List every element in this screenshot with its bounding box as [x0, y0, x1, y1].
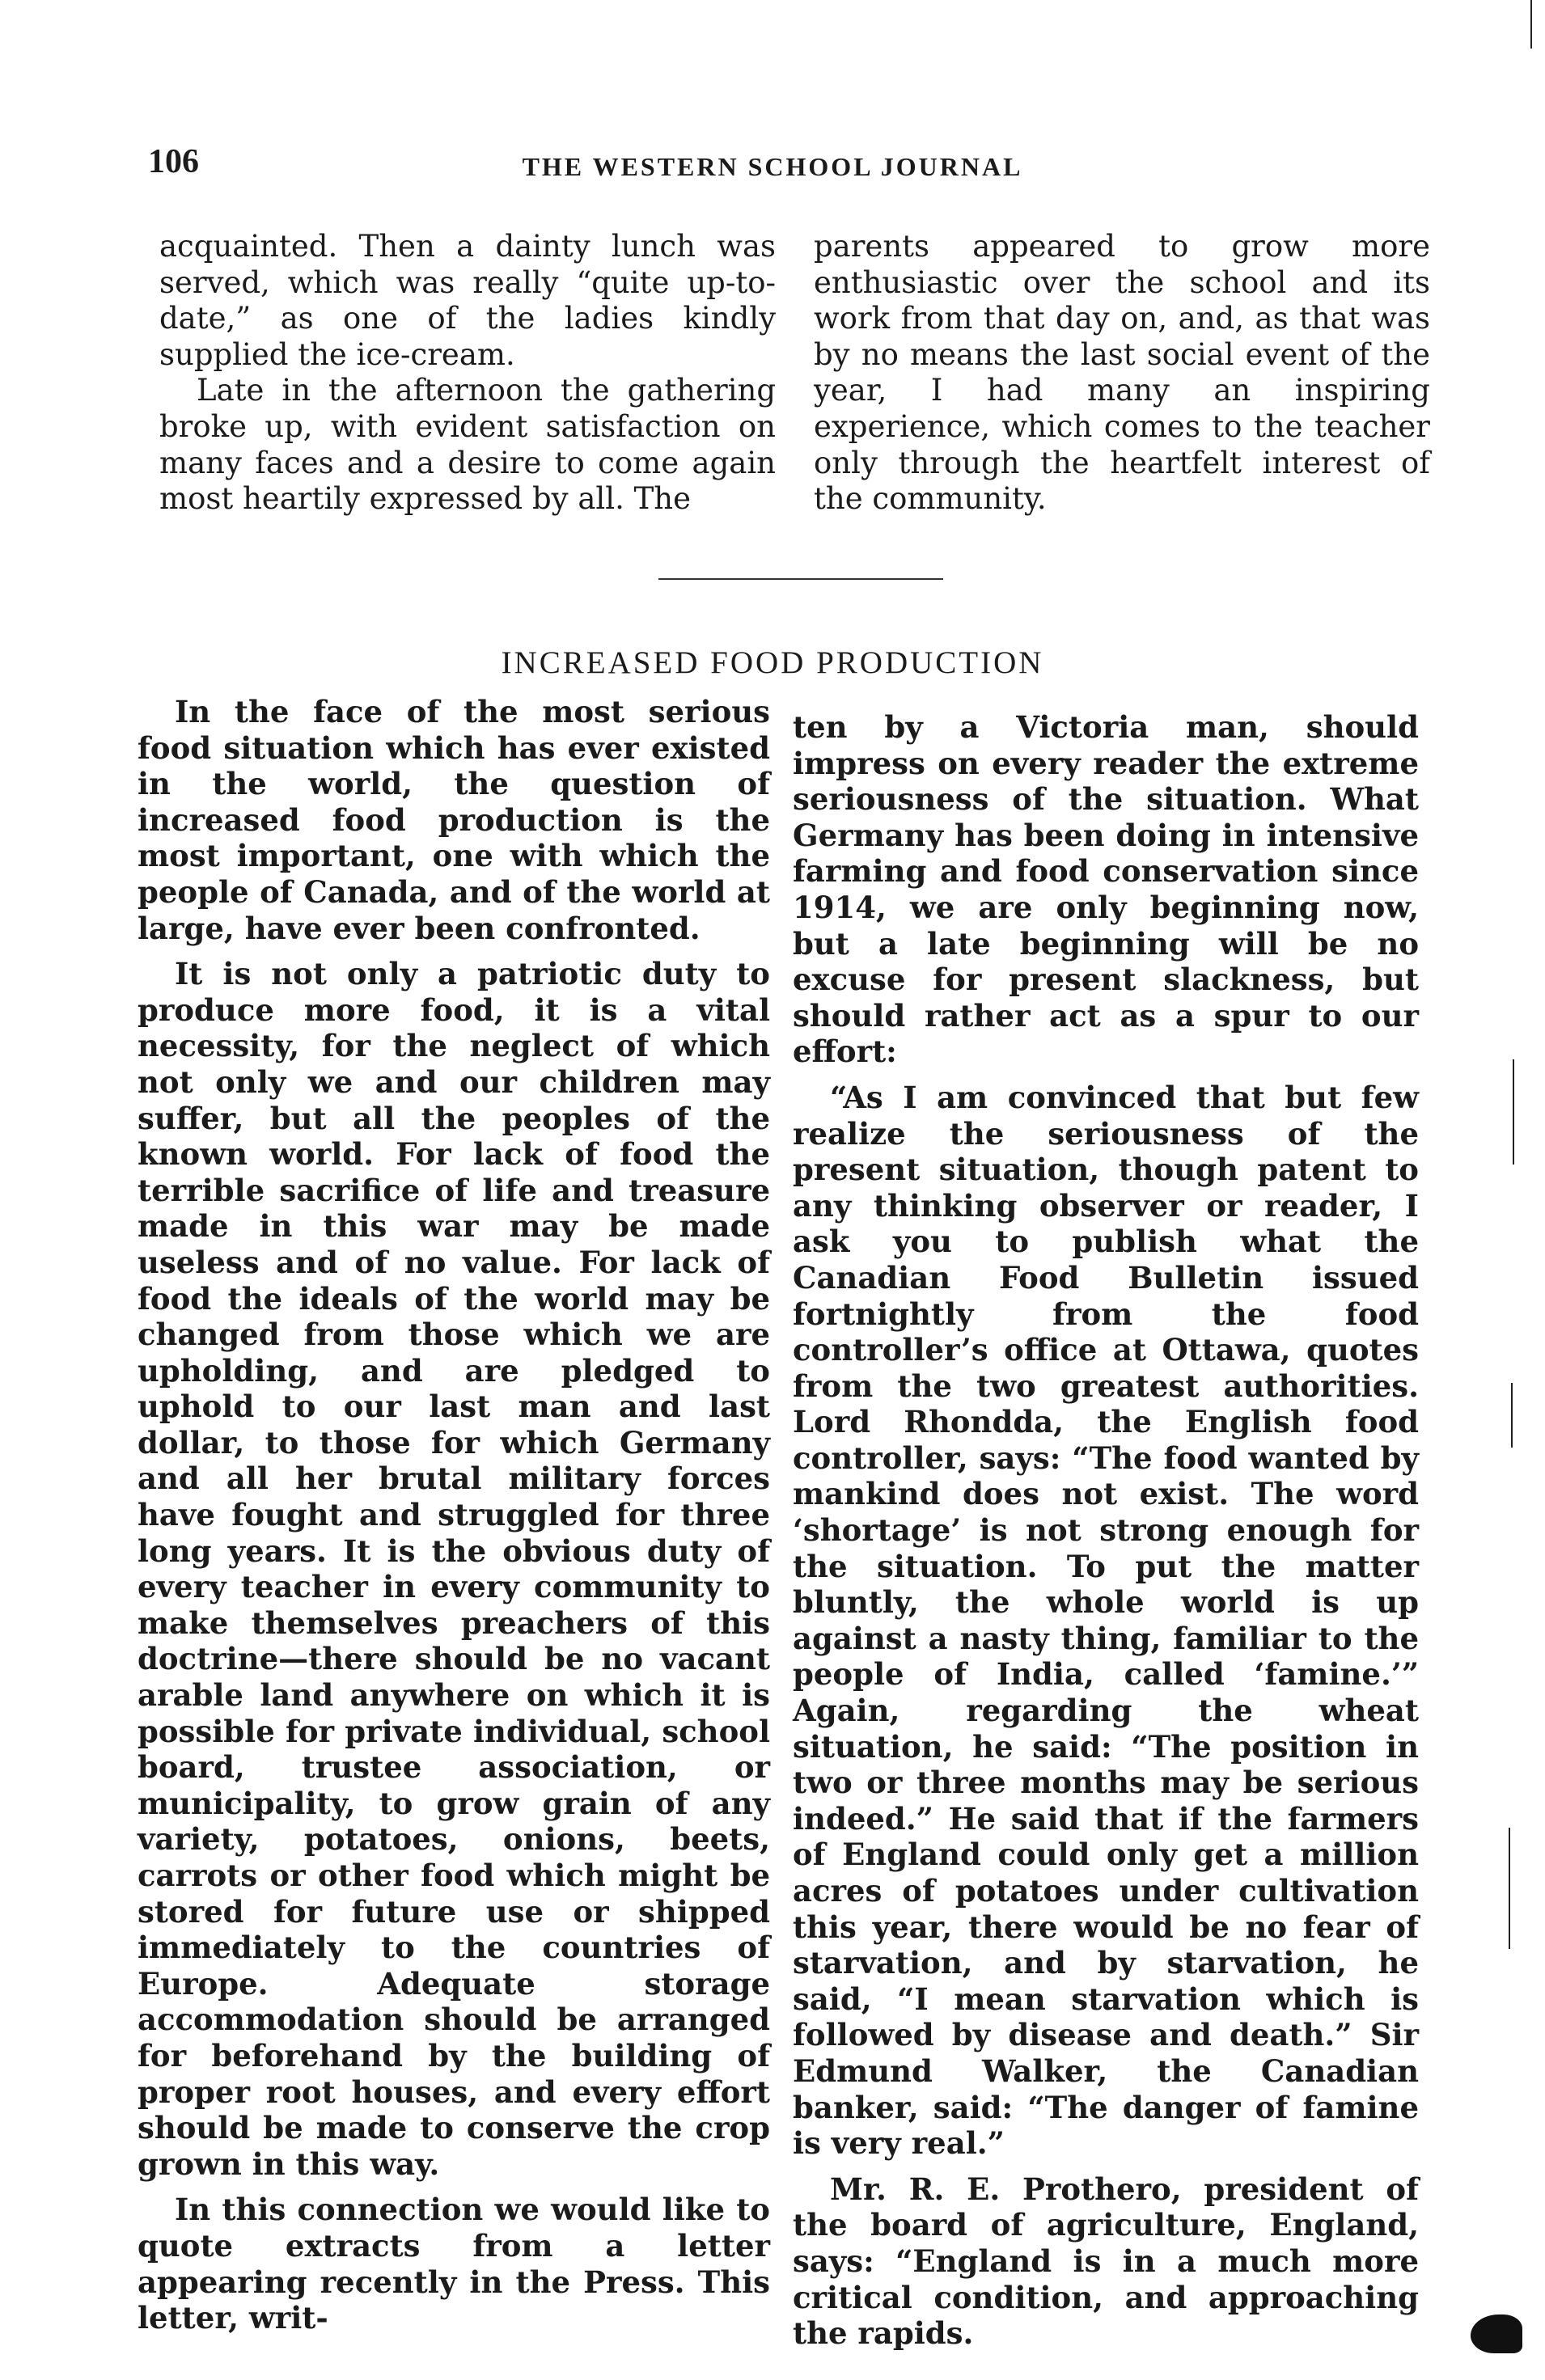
paragraph: It is not only a patriotic duty to produce more food, it is a vital necessity, for the neglect of which not only we and our children may suffer, but all the peoples of the known world. For lack of food the terrible sacrifice of life and treasure made in this war may be made useless and of no value. For lack of food the ideals of the world may be changed from those which we are upholding, and are pledged to uphold to our last man and last dollar, to those for which Germany and all her brutal military forces have fought and struggled for three long years. It is the obvious duty of every teacher in every community to make themselves preachers of this doctrine—there should be no vacant arable land anywhere on which it is possible for private individual, school board, trustee association, or municipality, to grow grain of any variety, potatoes, onions, beets, carrots or other food which might be stored for future use or shipped immediately to the countries of Europe. Adequate storage accommodation should be arranged for beforehand by the building of proper root houses, and every effort should be made to conserve the crop grown in this way.: [138, 956, 770, 2182]
previous-article-right-column: [814, 229, 1430, 518]
margin-mark: [1530, 0, 1532, 49]
running-head: THE WESTERN SCHOOL JOURNAL: [522, 152, 1023, 181]
paragraph: In this connection we would like to quote extracts from a letter appearing recently in the Press. This letter, writ-: [138, 2192, 770, 2336]
paragraph: ten by a Victoria man, should impress on every reader the extreme seriousness of the situation. What Germany has been doing in intensive farming and food conservation since 1914, we are only beginning now, but a late beginning will be no excuse for present slackness, but should rather act as a spur to our effort:: [793, 709, 1419, 1070]
margin-mark: [1511, 1383, 1513, 1448]
paragraph: In the face of the most serious food situation which has ever existed in the world, the question of increased food production is the most important, one with which the people of Canada, and of the world at large, have ever been confronted.: [138, 694, 770, 946]
paragraph: Mr. R. E. Prothero, president of the board of agriculture, England, says: “England is in a much more critical condition, and approaching the rapids.: [793, 2171, 1419, 2352]
margin-mark: [1509, 1828, 1510, 1949]
margin-mark: [1513, 1059, 1514, 1165]
section-divider: [658, 578, 943, 580]
paragraph: Late in the afternoon the gathering broke up, with evident satisfaction on many faces and a desire to come again most heartily expressed by all. The: [159, 373, 776, 517]
article-left-column: [138, 694, 770, 2336]
page-number: 106: [148, 143, 199, 180]
article-right-column: [793, 709, 1419, 2352]
article-title: INCREASED FOOD PRODUCTION: [501, 645, 1044, 680]
paragraph: parents appeared to grow more enthusiastic over the school and its work from that day on, and, as that was by no means the last social event of the year, I had many an inspiring experience, which comes to the teacher only through the heartfelt interest of the community.: [814, 229, 1430, 517]
paragraph: acquainted. Then a dainty lunch was served, which was really “quite up-to-date,” as one of the ladies kindly supplied the ice-cream.: [159, 229, 776, 372]
corner-blot: [1471, 2314, 1522, 2353]
paragraph: “As I am convinced that but few realize the seriousness of the present situation, though patent to any thinking observer or reader, I ask you to publish what the Canadian Food Bulletin issued fortnightly from the food controller’s office at Ottawa, quotes from the two greatest authorities. Lord Rhondda, the English food controller, says: “The food wanted by mankind does not exist. The word ‘shortage’ is not strong enough for the situation. To put the matter bluntly, the whole world is up against a nasty thing, familiar to the people of India, called ‘famine.’” Again, regarding the wheat situation, he said: “The position in two or three months may be serious indeed.” He said that if the farmers of England could only get a million acres of potatoes under cultivation this year, there would be no fear of starvation, and by starvation, he said, “I mean starvation which is followed by disease and death.” Sir Edmund Walker, the Canadian banker, said: “The danger of famine is very real.”: [793, 1079, 1419, 2162]
previous-article-left-column: [159, 229, 776, 518]
